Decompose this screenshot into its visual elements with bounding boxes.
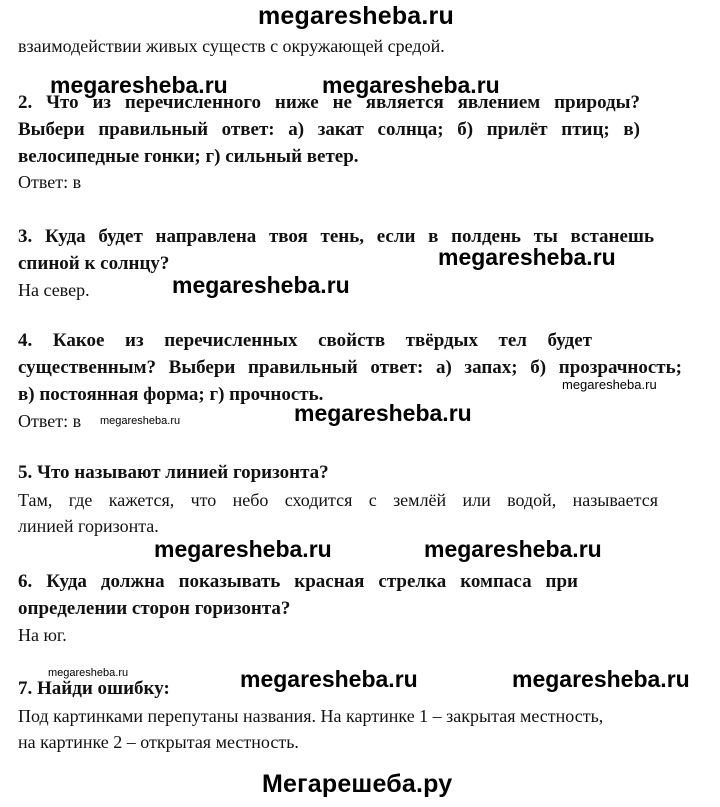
header-watermark: megaresheba.ru bbox=[258, 2, 454, 30]
watermark: megaresheba.ru bbox=[562, 377, 657, 392]
intro-line: взаимодействии живых существ с окружающей средой. bbox=[18, 36, 445, 56]
question-2-answer: Ответ: в bbox=[18, 172, 82, 192]
question-6-line-1: 6. Куда должна показывать красная стрелка компаса при bbox=[18, 571, 578, 592]
question-3-answer: На север. bbox=[18, 280, 90, 300]
question-5-line-1: 5. Что называют линией горизонта? bbox=[18, 462, 329, 483]
watermark: megaresheba.ru bbox=[172, 272, 350, 298]
watermark: megaresheba.ru bbox=[100, 415, 181, 427]
watermark: megaresheba.ru bbox=[240, 666, 418, 692]
watermark: megaresheba.ru bbox=[154, 536, 332, 562]
watermark: megaresheba.ru bbox=[50, 72, 228, 98]
question-5-answer-line-2: линией горизонта. bbox=[18, 516, 159, 536]
question-2-line-1: 2. Что из перечисленного ниже не является явлением природы? bbox=[18, 92, 640, 113]
watermark: megaresheba.ru bbox=[322, 72, 500, 98]
question-4-line-1: 4. Какое из перечисленных свойств твёрдых тел будет bbox=[18, 330, 592, 351]
question-4-answer: Ответ: в bbox=[18, 411, 82, 431]
question-6-line-2: определении сторон горизонта? bbox=[18, 598, 291, 619]
question-6-answer: На юг. bbox=[18, 625, 67, 645]
question-4-line-3: в) постоянная форма; г) прочность. bbox=[18, 384, 324, 405]
question-7-answer-line-2: на картинке 2 – открытая местность. bbox=[18, 732, 299, 752]
question-3-line-1: 3. Куда будет направлена твоя тень, если в полдень ты встанешь bbox=[18, 226, 654, 247]
watermark: megaresheba.ru bbox=[48, 667, 129, 679]
question-7-line-1: 7. Найди ошибку: bbox=[18, 678, 170, 699]
watermark: megaresheba.ru bbox=[294, 400, 472, 426]
footer-watermark: Мегарешеба.ру bbox=[262, 770, 453, 798]
watermark: megaresheba.ru bbox=[512, 666, 690, 692]
question-5-answer-line-1: Там, где кажется, что небо сходится с землёй или водой, называется bbox=[18, 490, 658, 510]
question-3-line-2: спиной к солнцу? bbox=[18, 253, 170, 274]
question-4-line-2: существенным? Выбери правильный ответ: а) запах; б) прозрачность; bbox=[18, 357, 682, 378]
watermark: megaresheba.ru bbox=[438, 244, 616, 270]
question-2-line-2: Выбери правильный ответ: а) закат солнца; б) прилёт птиц; в) bbox=[18, 119, 640, 140]
watermark: megaresheba.ru bbox=[424, 536, 602, 562]
question-2-line-3: велосипедные гонки; г) сильный ветер. bbox=[18, 146, 359, 167]
question-7-answer-line-1: Под картинками перепутаны названия. На картинке 1 – закрытая местность, bbox=[18, 706, 604, 726]
